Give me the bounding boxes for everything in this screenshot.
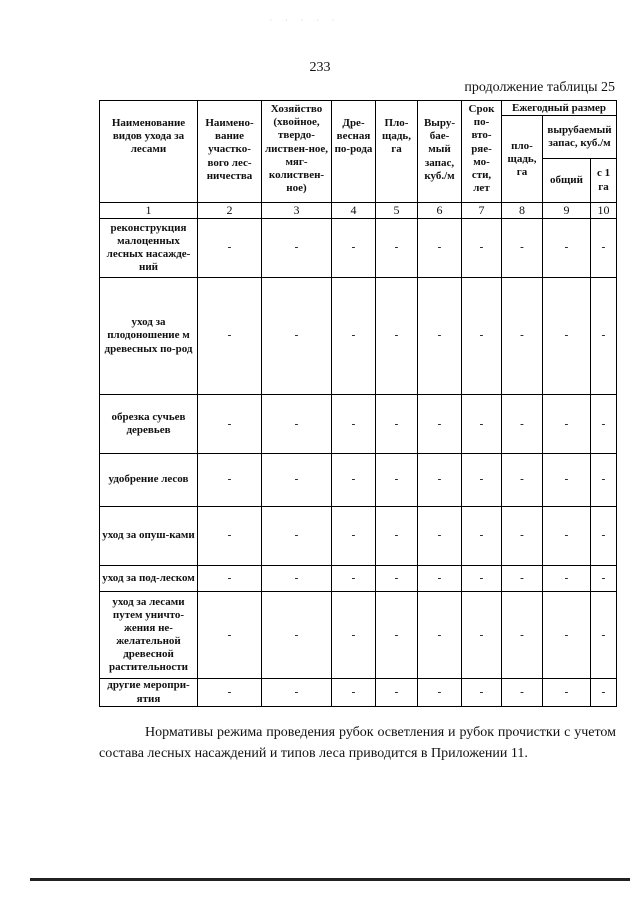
header-annual-size: Ежегодный размер bbox=[502, 101, 617, 116]
header-stock-per-ha: с 1 га bbox=[591, 158, 617, 203]
table-cell: - bbox=[376, 565, 418, 591]
scan-specks: · · · · · bbox=[270, 18, 340, 24]
col-number: 5 bbox=[376, 203, 418, 219]
table-cell: - bbox=[543, 679, 591, 707]
col-number: 9 bbox=[543, 203, 591, 219]
care-type-name: уход за под-леском bbox=[100, 565, 198, 591]
table-body bbox=[100, 218, 617, 706]
table-cell: - bbox=[502, 506, 543, 565]
header-area: Пло-щадь, га bbox=[376, 101, 418, 203]
table-continuation-label: продолжение таблицы 25 bbox=[464, 80, 615, 95]
table-cell: - bbox=[262, 218, 332, 277]
table-cell: - bbox=[262, 454, 332, 507]
table-cell: - bbox=[418, 506, 462, 565]
table-cell: - bbox=[262, 395, 332, 454]
table-cell: - bbox=[332, 679, 376, 707]
header-species: Дре-весная по-рода bbox=[332, 101, 376, 203]
table-cell: - bbox=[198, 218, 262, 277]
table-cell: - bbox=[376, 454, 418, 507]
table-cell: - bbox=[462, 565, 502, 591]
table-cell: - bbox=[262, 592, 332, 679]
table-cell: - bbox=[543, 395, 591, 454]
header-repeat-period: Срок по-вто-ряе-мо-сти, лет bbox=[462, 101, 502, 203]
table-cell: - bbox=[591, 592, 617, 679]
table-cell: - bbox=[543, 454, 591, 507]
table-cell: - bbox=[198, 679, 262, 707]
col-number: 8 bbox=[502, 203, 543, 219]
table-cell: - bbox=[462, 679, 502, 707]
table-cell: - bbox=[198, 506, 262, 565]
table-cell: - bbox=[591, 506, 617, 565]
table-cell: - bbox=[332, 395, 376, 454]
care-type-name: другие меропри-ятия bbox=[100, 679, 198, 707]
table-cell: - bbox=[198, 277, 262, 395]
table-cell: - bbox=[543, 592, 591, 679]
table-row bbox=[100, 679, 617, 707]
table-cell: - bbox=[543, 506, 591, 565]
table-row bbox=[100, 565, 617, 591]
table-cell: - bbox=[418, 565, 462, 591]
care-type-name: удобрение лесов bbox=[100, 454, 198, 507]
table-cell: - bbox=[543, 277, 591, 395]
table-cell: - bbox=[376, 395, 418, 454]
table-row bbox=[100, 277, 617, 395]
header-annual-area: пло-щадь, га bbox=[502, 116, 543, 203]
care-type-name: уход за опуш-ками bbox=[100, 506, 198, 565]
care-type-name: обрезка сучьев деревьев bbox=[100, 395, 198, 454]
page-bottom-rule bbox=[30, 878, 630, 881]
table-cell: - bbox=[418, 218, 462, 277]
header-stock-total: общий bbox=[543, 158, 591, 203]
table-cell: - bbox=[502, 395, 543, 454]
table-cell: - bbox=[198, 395, 262, 454]
header-annual-stock: вырубаемый запас, куб./м bbox=[543, 116, 617, 159]
table-cell: - bbox=[376, 218, 418, 277]
table-cell: - bbox=[462, 506, 502, 565]
table-cell: - bbox=[462, 277, 502, 395]
col-number: 3 bbox=[262, 203, 332, 219]
footer-paragraph: Нормативы режима проведения рубок осветления и рубок прочистки с учетом состава лесных насаждений и типов леса приводится в Приложении 11. bbox=[99, 725, 616, 761]
table-cell: - bbox=[418, 454, 462, 507]
header-forestry: Наимено-вание участко-вого лес-ничества bbox=[198, 101, 262, 203]
table-cell: - bbox=[591, 218, 617, 277]
table-cell: - bbox=[591, 454, 617, 507]
table-cell: - bbox=[262, 679, 332, 707]
table-cell: - bbox=[591, 277, 617, 395]
table-cell: - bbox=[502, 277, 543, 395]
col-number: 4 bbox=[332, 203, 376, 219]
header-care-type: Наименование видов ухода за лесами bbox=[100, 101, 198, 203]
table-row bbox=[100, 454, 617, 507]
header-cut-stock: Выру-бае-мый запас, куб./м bbox=[418, 101, 462, 203]
table-cell: - bbox=[418, 395, 462, 454]
table-cell: - bbox=[591, 679, 617, 707]
table-cell: - bbox=[198, 454, 262, 507]
table-cell: - bbox=[376, 679, 418, 707]
care-type-name: уход за лесами путем уничто-жения не-желательной древесной растительности bbox=[100, 592, 198, 679]
table-cell: - bbox=[502, 679, 543, 707]
table-cell: - bbox=[332, 592, 376, 679]
col-number: 7 bbox=[462, 203, 502, 219]
table-row bbox=[100, 218, 617, 277]
table-row bbox=[100, 395, 617, 454]
table-cell: - bbox=[462, 218, 502, 277]
col-number: 1 bbox=[100, 203, 198, 219]
table-cell: - bbox=[502, 592, 543, 679]
care-type-name: уход за плодоношение м древесных по-род bbox=[100, 277, 198, 395]
table-cell: - bbox=[332, 218, 376, 277]
table-cell: - bbox=[462, 454, 502, 507]
col-number: 10 bbox=[591, 203, 617, 219]
table-cell: - bbox=[462, 592, 502, 679]
table-cell: - bbox=[376, 506, 418, 565]
table-row bbox=[100, 506, 617, 565]
table-cell: - bbox=[543, 218, 591, 277]
forest-care-table bbox=[99, 100, 617, 707]
table-cell: - bbox=[543, 565, 591, 591]
table-cell: - bbox=[418, 277, 462, 395]
column-numbers-row bbox=[100, 203, 617, 219]
table-cell: - bbox=[262, 277, 332, 395]
col-number: 6 bbox=[418, 203, 462, 219]
table-cell: - bbox=[376, 592, 418, 679]
table-cell: - bbox=[262, 565, 332, 591]
table-cell: - bbox=[332, 454, 376, 507]
table-cell: - bbox=[262, 506, 332, 565]
table-cell: - bbox=[332, 506, 376, 565]
table-cell: - bbox=[418, 679, 462, 707]
table-cell: - bbox=[502, 565, 543, 591]
table-cell: - bbox=[591, 565, 617, 591]
table-row bbox=[100, 592, 617, 679]
table-cell: - bbox=[198, 592, 262, 679]
table-cell: - bbox=[376, 277, 418, 395]
care-type-name: реконструкция малоценных лесных насажде-ний bbox=[100, 218, 198, 277]
table-cell: - bbox=[591, 395, 617, 454]
table-cell: - bbox=[502, 454, 543, 507]
table-cell: - bbox=[198, 565, 262, 591]
table-cell: - bbox=[332, 277, 376, 395]
table-cell: - bbox=[502, 218, 543, 277]
table-cell: - bbox=[462, 395, 502, 454]
table-cell: - bbox=[418, 592, 462, 679]
col-number: 2 bbox=[198, 203, 262, 219]
header-economy: Хозяйство (хвойное, твердо-листвен-ное, мяг-колиствен-ное) bbox=[262, 101, 332, 203]
table-cell: - bbox=[332, 565, 376, 591]
page-number: 233 bbox=[309, 60, 331, 75]
